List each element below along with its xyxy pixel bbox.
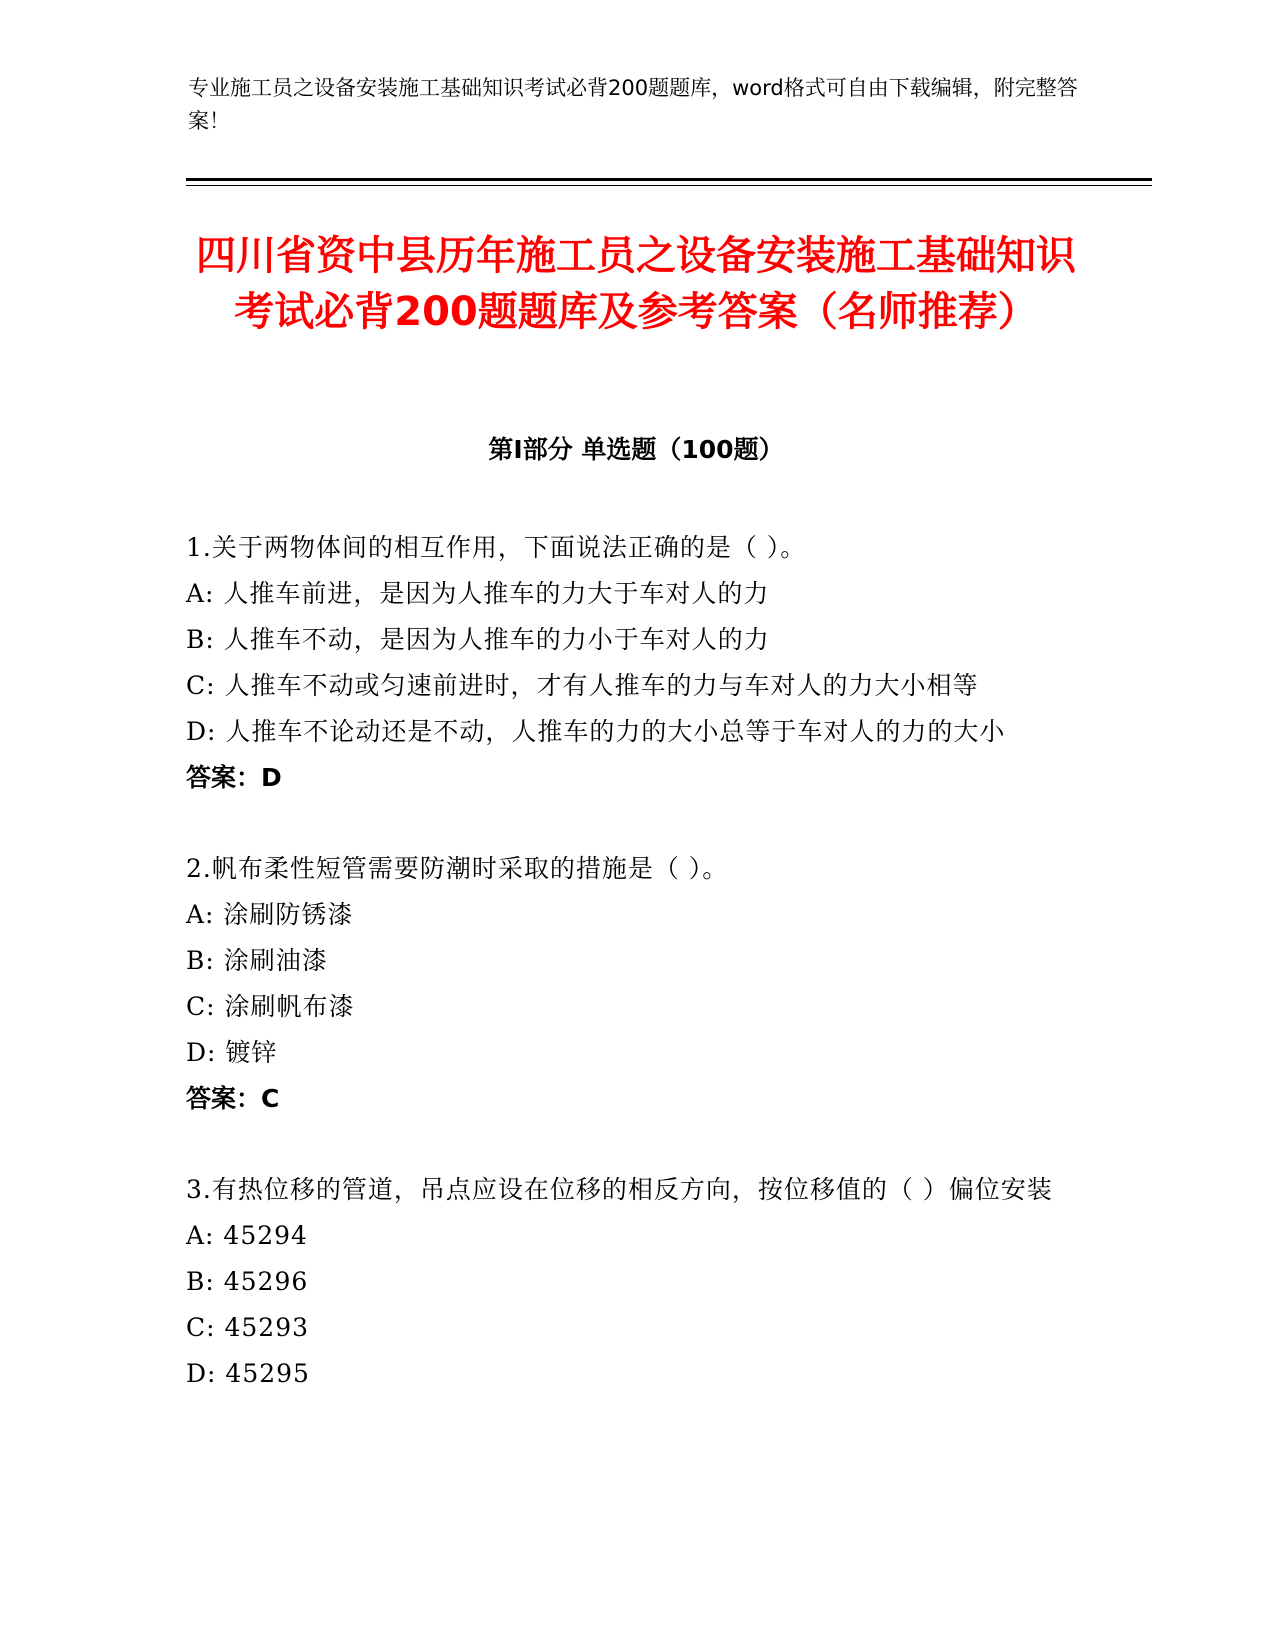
question-1: [186, 525, 1076, 801]
option-b: B: 45296: [186, 1267, 309, 1296]
option-b: B: 涂刷油漆: [186, 946, 328, 975]
question-list: [186, 525, 1076, 1442]
option-a: A: 45294: [186, 1221, 308, 1250]
section-title: 第I部分 单选题（100题）: [488, 435, 784, 464]
option-d: D: 45295: [186, 1359, 310, 1388]
document-title: 四川省资中县历年施工员之设备安装施工基础知识考试必背200题题库及参考答案（名师推荐）: [196, 233, 1076, 335]
option-b: B: 人推车不动，是因为人推车的力小于车对人的力: [186, 625, 770, 654]
option-c: C: 人推车不动或匀速前进时，才有人推车的力与车对人的力大小相等: [186, 671, 979, 700]
question-3: [186, 1167, 1076, 1397]
header-note: 专业施工员之设备安装施工基础知识考试必背200题题库，word格式可自由下载编辑，附完整答案！: [188, 76, 1078, 133]
header-rule-thick: [186, 178, 1152, 181]
option-c: C: 45293: [186, 1313, 310, 1342]
option-c: C: 涂刷帆布漆: [186, 992, 355, 1021]
option-a: A: 涂刷防锈漆: [186, 900, 354, 929]
option-a: A: 人推车前进，是因为人推车的力大于车对人的力: [186, 579, 770, 608]
answer: 答案：C: [186, 1084, 280, 1113]
header-rule-thin: [186, 185, 1152, 186]
question-stem: 1.关于两物体间的相互作用，下面说法正确的是（ ）。: [186, 533, 807, 562]
question-2: [186, 846, 1076, 1122]
option-d: D: 镀锌: [186, 1038, 278, 1067]
option-d: D: 人推车不论动还是不动，人推车的力的大小总等于车对人的力的大小: [186, 717, 1006, 746]
question-stem: 3.有热位移的管道，吊点应设在位移的相反方向，按位移值的（ ）偏位安装: [186, 1175, 1053, 1204]
answer: 答案：D: [186, 763, 282, 792]
question-stem: 2.帆布柔性短管需要防潮时采取的措施是（ ）。: [186, 854, 729, 883]
